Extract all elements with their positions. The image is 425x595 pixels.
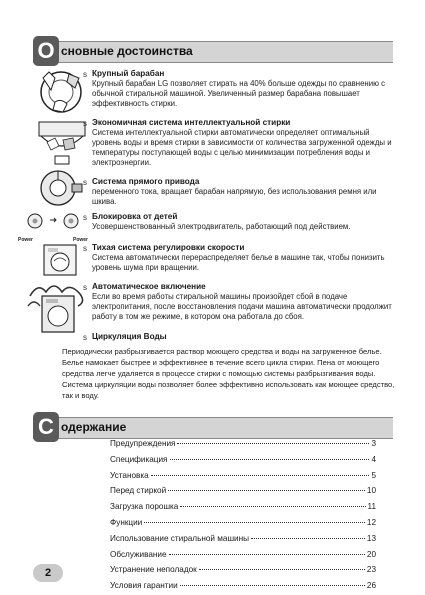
feature-text: Усовершенствованный электродвигатель, работающий под действием. — [92, 222, 351, 231]
toc-leader — [144, 522, 365, 523]
advantages-header-title: сновные достоинства — [61, 44, 193, 58]
advantages-header — [33, 38, 393, 63]
toc-leader — [170, 459, 370, 460]
feature-title: Тихая система регулировки скорости — [92, 243, 245, 252]
feature-speed-control — [83, 243, 397, 273]
toc-leader — [251, 538, 365, 539]
feature-intelligent-wash — [83, 118, 397, 168]
toc-label: Перед стиркой — [110, 486, 167, 496]
toc-leader — [151, 475, 370, 476]
toc-label: Условия гарантии — [110, 581, 178, 591]
toc-page: 26 — [366, 581, 376, 591]
toc-label: Спецификация — [110, 454, 168, 464]
power-label-left: Power — [18, 237, 34, 243]
toc-entry[interactable] — [110, 534, 376, 550]
feature-auto-restart — [83, 282, 397, 322]
feature-title: Экономичная система интеллектуальной стирки — [92, 118, 291, 127]
bullet: s — [83, 119, 87, 128]
toc-page: 5 — [371, 470, 376, 480]
toc-page: 11 — [367, 502, 376, 512]
toc-leader — [180, 506, 365, 507]
toc-page: 10 — [366, 486, 376, 496]
toc-page: 12 — [366, 517, 376, 527]
toc-entry[interactable] — [110, 565, 376, 581]
feature-child-lock — [83, 212, 397, 232]
bullet: s — [83, 70, 87, 79]
toc-entry[interactable] — [110, 471, 376, 487]
feature-title: Автоматическое включение — [92, 282, 206, 291]
toc-page: 4 — [371, 454, 376, 464]
bullet: s — [83, 333, 87, 342]
toc-entry[interactable] — [110, 518, 376, 534]
feature-text: Крупный барабан LG позволяет стирать на 40% больше одежды по сравнению с обычной стиральной машиной. Увеличенный размер барабана повышает эффективность стирки. — [92, 79, 386, 108]
toc-label: Загрузка порошка — [110, 502, 179, 512]
contents-header — [33, 414, 393, 439]
toc-label: Устранение неполадок — [110, 565, 197, 575]
feature-text: переменного тока, вращает барабан напрямую, без использования ремня или шкива. — [92, 187, 377, 206]
bullet: s — [83, 213, 87, 222]
bullet: s — [83, 283, 87, 292]
power-label-right: Power — [72, 237, 88, 243]
feature-title: Крупный барабан — [92, 69, 165, 78]
intelligent-wash-icon — [35, 116, 89, 166]
toc-leader — [168, 490, 365, 491]
toc-label: Обслуживание — [110, 549, 167, 559]
toc-label: Предупреждения — [110, 439, 176, 448]
feature-text: Периодически разбрызгивается раствор моющего средства и воды на загруженное белье. Белье намокает быстрее и эффективнее в течение всего цикла стирки. Пена от моющего средства легче удаляется в процессе стирки с помощью системы разбрызгивания воды. Система циркуляции воды позволяет более эффективно использовать как моющее средство, так и воду. — [62, 347, 395, 400]
toc-label: Установка — [110, 470, 149, 480]
page-number: 2 — [33, 564, 63, 582]
auto-restart-icon — [24, 280, 90, 336]
large-drum-icon — [35, 68, 87, 116]
feature-large-drum — [83, 69, 397, 109]
feature-title: Блокировка от детей — [92, 212, 178, 221]
feature-title: Циркуляция Воды — [92, 332, 167, 341]
speed-control-icon — [40, 243, 80, 277]
toc-entry[interactable] — [110, 502, 376, 518]
toc-label: Использование стиральной машины — [110, 533, 249, 543]
child-lock-icon — [18, 212, 88, 243]
bullet: s — [83, 244, 87, 253]
feature-title: Система прямого привода — [92, 177, 200, 186]
toc-leader — [177, 443, 369, 444]
feature-text: Система автоматически перераспределяет белье в машине так, чтобы понизить уровень шума при вращении. — [92, 253, 385, 272]
power-buttons-icon — [18, 212, 88, 232]
toc-entry[interactable] — [110, 486, 376, 502]
contents-header-title: одержание — [61, 420, 127, 434]
feature-water-circulation — [83, 332, 397, 342]
toc-page: 13 — [366, 533, 376, 543]
toc-page: 20 — [366, 549, 376, 559]
feature-text: Если во время работы стиральной машины произойдет сбой в подаче электропитания, после восстановления подачи машина автоматически продолжит работу в том же режиме, в котором она работала до сбоя. — [92, 292, 392, 321]
toc-page: 23 — [366, 565, 376, 575]
feature-direct-drive — [83, 177, 397, 207]
feature-text: Система интеллектуальной стирки автоматически определяет оптимальный уровень воды и время стирки в зависимости от количества загруженной одежды и температуры поступающей воды с целью минимизации потребления воды и электроэнергии. — [92, 128, 392, 167]
bullet: s — [83, 178, 87, 187]
toc-leader — [180, 585, 365, 586]
toc-leader — [199, 569, 365, 570]
toc-entry[interactable] — [110, 455, 376, 471]
advantages-header-letter: O — [33, 36, 59, 66]
contents-header-letter: C — [33, 412, 59, 442]
toc-entry[interactable] — [110, 550, 376, 566]
toc-entry[interactable] — [110, 439, 376, 455]
toc-page: 3 — [371, 439, 376, 448]
toc-leader — [169, 554, 365, 555]
toc-label: Функции — [110, 517, 143, 527]
toc-entry[interactable] — [110, 581, 376, 595]
table-of-contents — [110, 439, 376, 595]
direct-drive-motor-icon — [38, 168, 84, 208]
